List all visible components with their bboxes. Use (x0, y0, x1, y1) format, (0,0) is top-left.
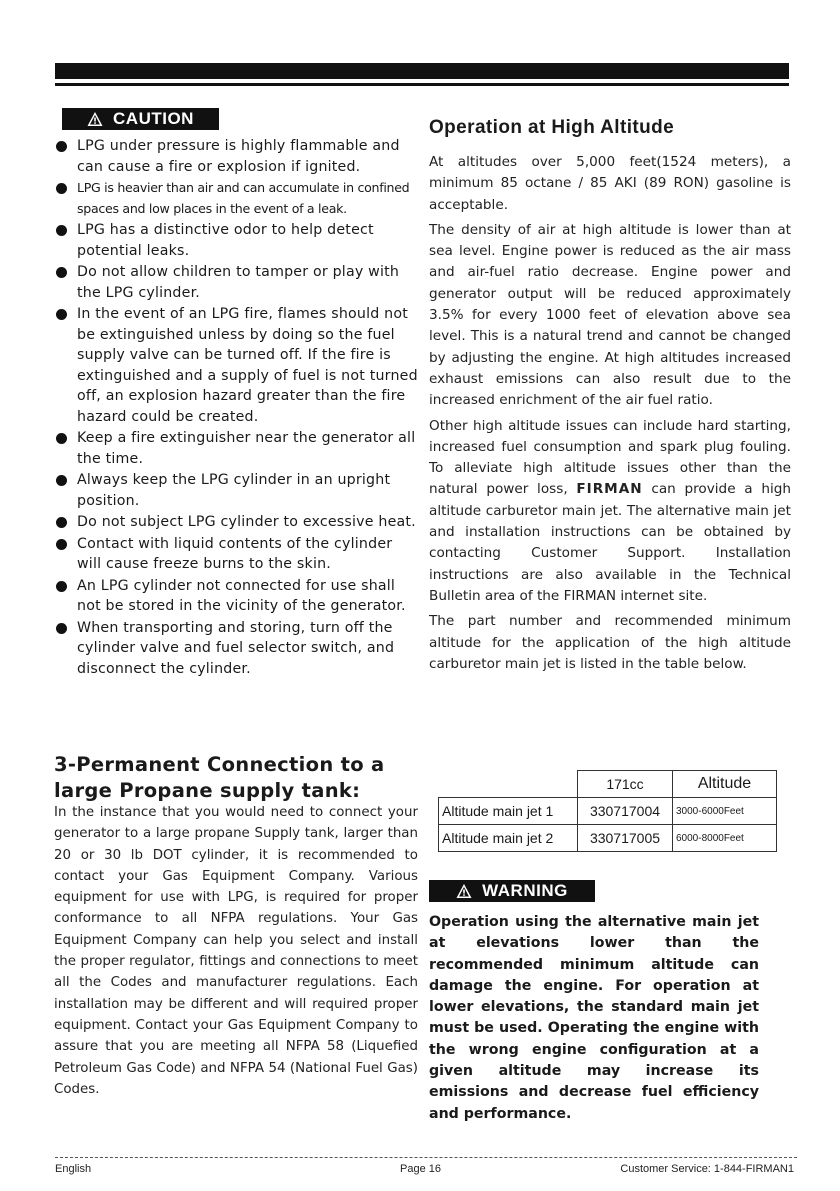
caution-banner (62, 108, 219, 130)
altitude-paragraph-4: The part number and recommended minimum altitude for the application of the high altitude carburetor main jet is listed in the table below. (429, 613, 791, 672)
list-item: An LPG cylinder not connected for use shall not be stored in the vicinity of the generator. (54, 576, 419, 617)
list-item: LPG is heavier than air and can accumulate in confined spaces and low places in the event of a leak. (54, 178, 419, 219)
warning-banner (429, 880, 595, 902)
table-header-cell: Altitude (673, 771, 777, 798)
table-cell: 330717004 (578, 798, 673, 825)
table-row (439, 825, 777, 852)
caution-list-container (54, 136, 419, 680)
table-cell: Altitude main jet 2 (439, 825, 578, 852)
bullet-icon (56, 475, 67, 486)
bullet-icon (56, 517, 67, 528)
list-item: LPG under pressure is highly flammable and can cause a fire or explosion if ignited. (54, 136, 419, 177)
bullet-icon (56, 225, 67, 236)
list-item: Keep a fire extinguisher near the generator all the time. (54, 428, 419, 469)
altitude-paragraph-2: The density of air at high altitude is lower than at sea level. Engine power is reduced as the air mass and air-fuel ratio decrease. Engine power and generator output will be reduced approximately 3.5% for every 1000 feet of elevation above sea level. This is a natural trend and cannot be changed by adjusting the engine. At high altitudes increased exhaust emissions can also result due to the increased enrichment of the air fuel ratio. (429, 221, 791, 409)
caution-label: CAUTION (113, 109, 194, 128)
table-cell: 6000-8000Feet (673, 825, 777, 852)
warning-label: WARNING (482, 881, 568, 900)
table-corner-cell (439, 771, 578, 798)
list-item: Always keep the LPG cylinder in an upright position. (54, 470, 419, 511)
table-cell: 3000-6000Feet (673, 798, 777, 825)
bullet-icon (56, 267, 67, 278)
list-item: Do not subject LPG cylinder to excessive heat. (54, 512, 419, 533)
footer-divider (55, 1157, 797, 1158)
list-item: LPG has a distinctive odor to help detect potential leaks. (54, 220, 419, 261)
bullet-icon (56, 309, 67, 320)
bullet-icon (56, 433, 67, 444)
table-cell: 330717005 (578, 825, 673, 852)
header-bar (55, 63, 789, 79)
high-altitude-title: Operation at High Altitude (429, 117, 675, 138)
table-cell: Altitude main jet 1 (439, 798, 578, 825)
bullet-icon (56, 581, 67, 592)
list-item: Contact with liquid contents of the cylinder will cause freeze burns to the skin. (54, 534, 419, 575)
caution-list (54, 136, 419, 679)
bullet-icon (56, 623, 67, 634)
altitude-paragraph-3: Other high altitude issues can include hard starting, increased fuel consumption and spark plug fouling. To alleviate high altitude issues other than the natural power loss, FIRMAN can provide a high altitude carburetor main jet. The alternative main jet and installation instructions can be obtained by contacting Customer Support. Installation instructions are also available in the Technical Bulletin area of the FIRMAN internet site. (429, 417, 791, 604)
permanent-connection-heading: 3-Permanent Connection to a large Propane supply tank: (54, 753, 385, 802)
brand-name: FIRMAN (576, 481, 643, 498)
footer-customer-service: Customer Service: 1-844-FIRMAN1 (620, 1163, 794, 1175)
high-altitude-section (429, 117, 791, 679)
list-item: Do not allow children to tamper or play with the LPG cylinder. (54, 262, 419, 303)
footer-language: English (55, 1163, 92, 1175)
header-rule (55, 83, 789, 86)
list-item: When transporting and storing, turn off the cylinder valve and fuel selector switch, and disconnect the cylinder. (54, 618, 419, 680)
warning-triangle-icon (456, 883, 472, 899)
permanent-connection-text: In the instance that you would need to connect your generator to a large propane Supply tank, larger than 20 or 30 lb DOT cylinder, it is recommended to contact your Gas Equipment Company. Various equipment for use with LPG, is required for proper conformance to all NFPA regulations. Your Gas Equipment Company can help you select and install the proper regulator, fittings and connections to meet all the Codes and manufacturer regulations. Each installation may be different and will required proper equipment. Contact your Gas Equipment Company to assure that you are meeting all NFPA 58 (Liquefied Petroleum Gas Code) and NFPA 54 (National Fuel Gas) Codes. (54, 805, 418, 1097)
table-row (439, 798, 777, 825)
bullet-icon (56, 539, 67, 550)
altitude-paragraph-1: At altitudes over 5,000 feet(1524 meters), a minimum 85 octane / 85 AKI (89 RON) gasoline is acceptable. (429, 154, 791, 213)
table-header-row (439, 771, 777, 798)
list-item: In the event of an LPG fire, flames should not be extinguished unless by doing so the fuel supply valve can be turned off. If the fire is extinguished and a supply of fuel is not turned off, an explosion hazard greater than the fire hazard could be created. (54, 304, 419, 427)
main-jet-table (438, 770, 777, 852)
bullet-icon (56, 141, 67, 152)
warning-triangle-icon (87, 111, 103, 127)
warning-text: Operation using the alternative main jet at elevations lower than the recommended minimum altitude can damage the engine. For operation at lower elevations, the standard main jet must be used. Operating the engine with the wrong engine configuration at a given altitude may increase its emissions and decrease fuel efficiency and performance. (429, 914, 759, 1122)
table-header-cell: 171cc (578, 771, 673, 798)
bullet-icon (56, 183, 67, 194)
footer-page-number: Page 16 (400, 1163, 441, 1175)
